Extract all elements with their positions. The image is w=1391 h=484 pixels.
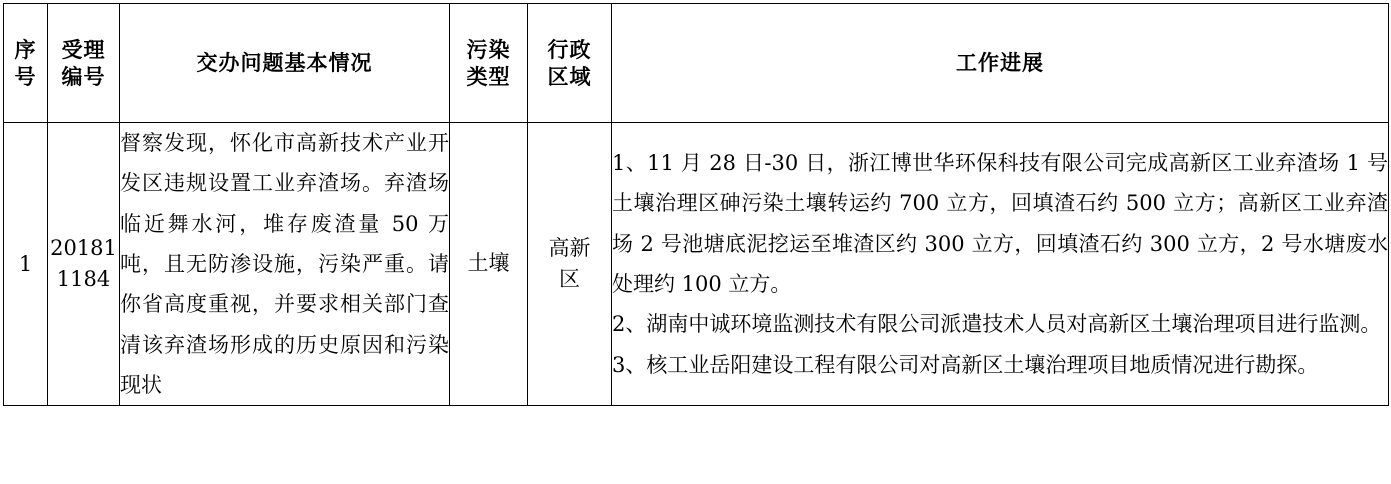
column-header-case-code [48, 4, 120, 123]
column-header-description: 交办问题基本情况 [120, 4, 450, 123]
cell-sequence: 1 [4, 123, 48, 406]
column-header-sequence [4, 4, 48, 123]
cell-case-code-line1: 20181 [50, 235, 117, 260]
table-header [4, 4, 1389, 123]
cell-description: 督察发现，怀化市高新技术产业开发区违规设置工业弃渣场。弃渣场临近舞水河，堆存废渣量 50 万吨，且无防渗设施，污染严重。请你省高度重视，并要求相关部门查清该弃渣场形成的历史原因和污染现状 [120, 123, 450, 406]
cell-region-line1: 高新 [548, 235, 591, 260]
cell-pollution-type: 土壤 [450, 123, 528, 406]
cell-case-code [48, 123, 120, 406]
progress-item-3: 3、核工业岳阳建设工程有限公司对高新区土壤治理项目地质情况进行勘探。 [612, 352, 1319, 377]
progress-item-2: 2、湖南中诚环境监测技术有限公司派遣技术人员对高新区土壤治理项目进行监测。 [612, 312, 1382, 337]
column-header-pollution-type [450, 4, 528, 123]
table-row [4, 123, 1389, 406]
table-body [4, 123, 1389, 406]
issue-tracking-table [3, 3, 1389, 406]
header-row [4, 4, 1389, 123]
column-header-sequence-line2: 号 [14, 64, 37, 89]
document-sheet [0, 3, 1391, 484]
column-header-case-code-line2: 编号 [61, 64, 106, 89]
column-header-pollution-type-line2: 类型 [466, 64, 511, 89]
cell-progress [612, 123, 1389, 406]
cell-case-code-line2: 1184 [56, 267, 111, 292]
column-header-sequence-line1: 序 [14, 36, 37, 62]
cell-region-line2: 区 [559, 267, 580, 292]
column-header-region [528, 4, 612, 123]
column-header-pollution-type-line1: 污染 [466, 36, 511, 62]
column-header-region-line1: 行政 [547, 36, 592, 62]
column-header-region-line2: 区域 [547, 64, 592, 89]
cell-region [528, 123, 612, 406]
progress-item-1: 1、11 月 28 日-30 日，浙江博世华环保科技有限公司完成高新区工业弃渣场 1 号土壤治理区砷污染土壤转运约 700 立方，回填渣石约 500 立方；高新区工业弃渣场 2 号池塘底泥挖运至堆渣区约 300 立方，回填渣石约 300 立方，2 号水塘废水处理约 100 立方。 [612, 151, 1388, 297]
column-header-progress: 工作进展 [612, 4, 1389, 123]
column-header-case-code-line1: 受理 [61, 36, 106, 62]
